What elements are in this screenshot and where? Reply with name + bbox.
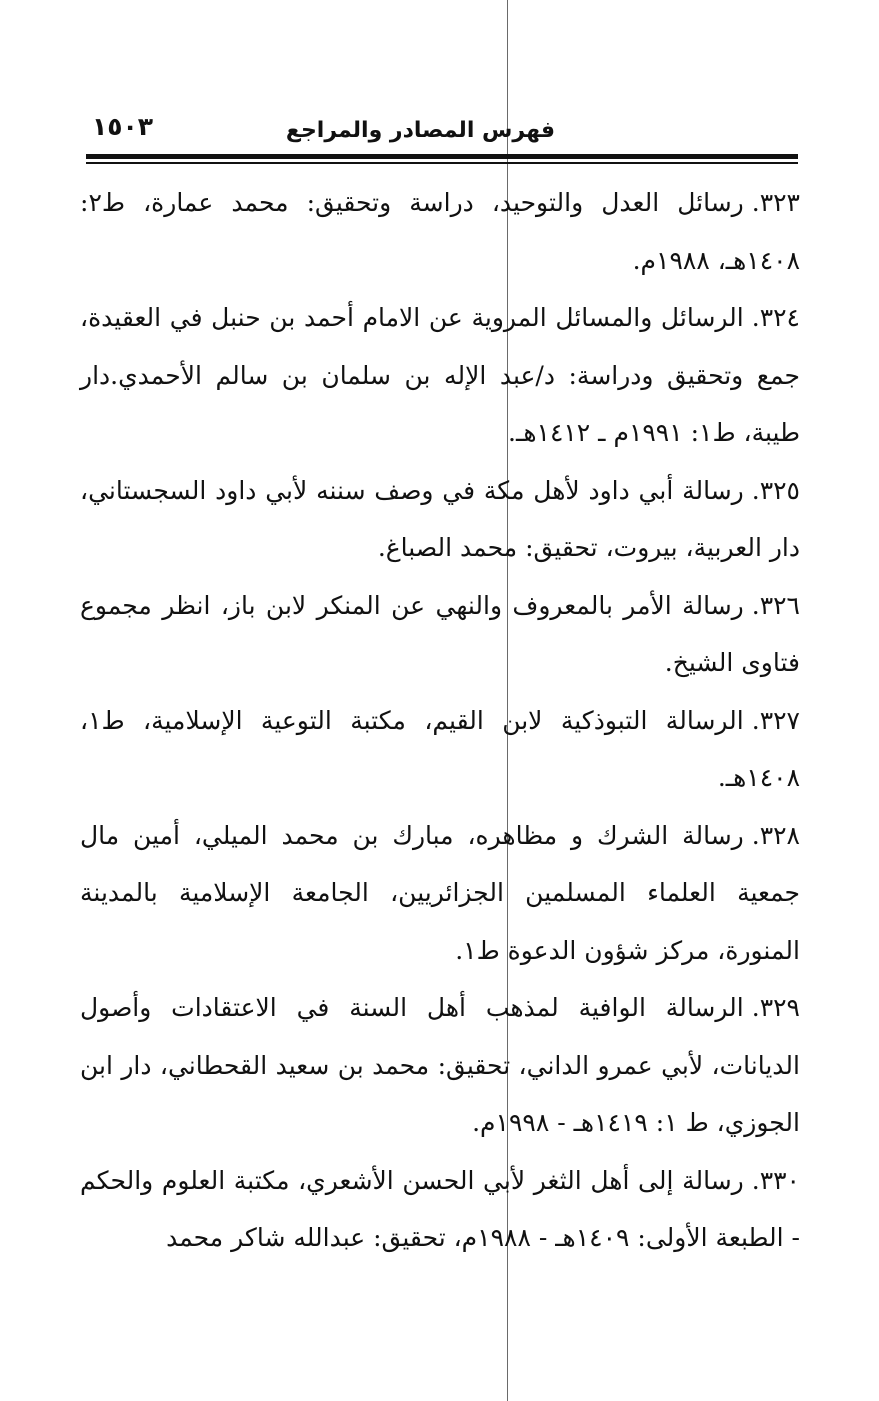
entry-number: ٣٢٣. — [751, 188, 800, 217]
page-header — [86, 112, 798, 152]
entry-number: ٣٢٦. — [751, 590, 800, 620]
entry-text: رسالة إلى أهل الثغر لأبي الحسن الأشعري، مكتبة العلوم والحكم - الطبعة الأولى: ١٤٠٩هـ - ١٩٨٨م، تحقيق: عبدالله شاكر محمد — [80, 1165, 800, 1252]
entry-number: ٣٣٠. — [751, 1165, 800, 1195]
entry-number: ٣٢٥. — [751, 475, 800, 505]
reference-entry — [80, 1152, 800, 1267]
entry-number: ٣٢٧. — [751, 705, 800, 735]
entry-text: رسائل العدل والتوحيد، دراسة وتحقيق: محمد عمارة، ط٢: ١٤٠٨هـ، ١٩٨٨م. — [80, 188, 800, 275]
reference-entry — [80, 979, 800, 1152]
reference-entry — [80, 462, 800, 577]
entry-text: الرسالة الوافية لمذهب أهل السنة في الاعتقادات وأصول الديانات، لأبي عمرو الداني، تحقيق: محمد بن سعيد القحطاني، دار ابن الجوزي، ط ١: ١٤١٩هـ - ١٩٩٨م. — [80, 993, 800, 1137]
entry-number: ٣٢٤. — [751, 303, 800, 332]
entry-text: رسالة الشرك و مظاهره، مبارك بن محمد الميلي، أمين مال جمعية العلماء المسلمين الجزائريين، الجامعة الإسلامية بالمدينة المنورة، مركز شؤون الدعوة ط١. — [80, 820, 800, 965]
entry-text: الرسالة التبوذكية لابن القيم، مكتبة التوعية الإسلامية، ط١، ١٤٠٨هـ. — [80, 705, 800, 792]
reference-entry — [80, 692, 800, 807]
header-rule-thin — [86, 162, 798, 164]
entry-text: الرسائل والمسائل المروية عن الامام أحمد بن حنبل في العقيدة، جمع وتحقيق ودراسة: د/عبد الإله بن سلمان بن سالم الأحمدي.دار طيبة، ط١: ١٩٩١م ـ ١٤١٢هـ. — [80, 303, 800, 447]
entry-number: ٣٢٩. — [751, 993, 800, 1022]
references-list — [80, 174, 800, 1267]
reference-entry — [80, 807, 800, 980]
reference-entry — [80, 577, 800, 692]
page-title: فهرس المصادر والمراجع — [285, 118, 555, 143]
entry-number: ٣٢٨. — [751, 820, 800, 850]
page-number: ١٥٠٣ — [92, 112, 154, 141]
header-rule-thick — [86, 154, 798, 159]
reference-entry — [80, 289, 800, 462]
entry-text: رسالة الأمر بالمعروف والنهي عن المنكر لابن باز، انظر مجموع فتاوى الشيخ. — [80, 590, 800, 677]
entry-text: رسالة أبي داود لأهل مكة في وصف سننه لأبي داود السجستاني، دار العربية، بيروت، تحقيق: محمد الصباغ. — [80, 475, 800, 562]
reference-entry — [80, 174, 800, 289]
